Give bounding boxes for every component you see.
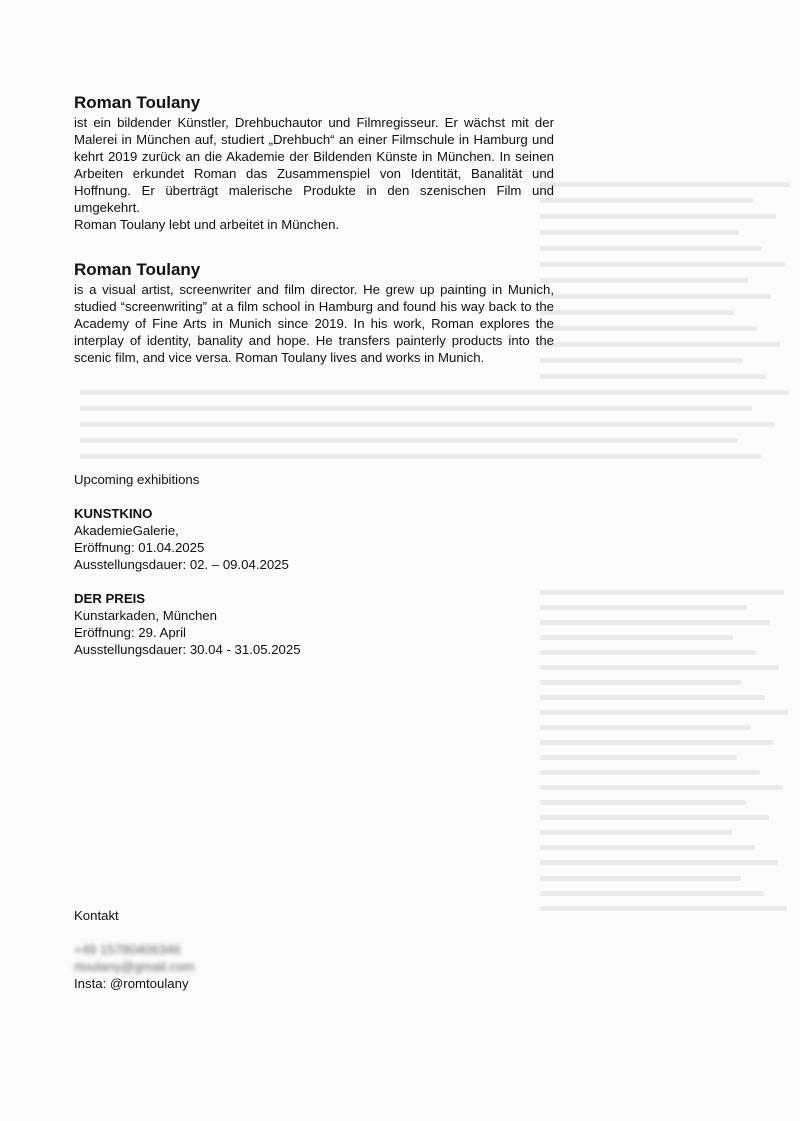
bleed-line <box>80 406 752 411</box>
bleed-line <box>540 755 737 760</box>
bleed-line <box>540 198 753 203</box>
contact-heading: Kontakt <box>74 908 119 923</box>
bleed-line <box>540 182 790 187</box>
bleed-line <box>540 680 742 685</box>
exhibition-item <box>74 590 494 658</box>
bio-text-de: ist ein bildender Künstler, Drehbuchautor und Filmregisseur. Er wächst mit der Malerei in München auf, studiert „Drehbuch“ an einer Filmschule in Hamburg und kehrt 2019 zurück an die Akademie der Bildenden Künste in München. In seinen Arbeiten erkundet Roman das Zusammenspiel von Identität, Banalität und Hoffnung. Er überträgt malerische Produkte in den szenischen Film und umgekehrt. <box>74 115 554 215</box>
exhibition-title: DER PREIS <box>74 591 146 606</box>
bio-english <box>74 260 554 366</box>
exhibition-item <box>74 505 494 573</box>
bleed-line <box>540 860 778 865</box>
bleed-line <box>80 422 775 427</box>
bleed-line <box>540 740 774 745</box>
bleed-line <box>540 695 765 700</box>
bleed-line <box>540 785 783 790</box>
bleed-line <box>540 310 734 315</box>
bio-closing-de: Roman Toulany lebt und arbeitet in München. <box>74 217 340 232</box>
bleed-line <box>80 438 738 443</box>
bleed-line <box>540 294 771 299</box>
bleed-line <box>540 590 784 595</box>
exhibition-venue: Kunstarkaden, München <box>74 608 217 623</box>
bleed-line <box>540 876 741 881</box>
bleed-line <box>540 620 770 625</box>
contact-phone: +49 15780406346 <box>74 942 181 957</box>
bleed-line <box>540 605 747 610</box>
exhibition-venue: AkademieGalerie, <box>74 523 179 538</box>
bleed-line <box>540 815 769 820</box>
bleed-line <box>540 262 785 267</box>
contact-section <box>74 907 494 992</box>
bleed-line <box>540 665 779 670</box>
bleed-line <box>540 246 762 251</box>
bio-text-en: is a visual artist, screenwriter and film director. He grew up painting in Munich, studied “screenwriting” at a film school in Hamburg and found his way back to the Academy of Fine Arts in Munich since 2019. In his work, Roman explores the interplay of identity, banality and hope. He transfers painterly products into the scenic film, and vice versa. Roman Toulany lives and works in Munich. <box>74 282 554 365</box>
exhibition-duration: Ausstellungsdauer: 02. – 09.04.2025 <box>74 557 289 572</box>
bleed-line <box>80 390 789 395</box>
bleed-line <box>80 454 761 459</box>
bleed-line <box>540 650 756 655</box>
exhibitions-heading: Upcoming exhibitions <box>74 472 200 487</box>
bleed-line <box>540 830 732 835</box>
bleed-line <box>540 800 746 805</box>
exhibition-opening: Eröffnung: 01.04.2025 <box>74 540 205 555</box>
bleed-line <box>540 906 787 911</box>
bio-german <box>74 93 554 233</box>
contact-instagram: Insta: @romtoulany <box>74 976 189 991</box>
exhibition-opening: Eröffnung: 29. April <box>74 625 186 640</box>
bleed-line <box>540 725 751 730</box>
bleed-line <box>540 326 757 331</box>
artist-name-de: Roman Toulany <box>74 93 201 112</box>
exhibition-title: KUNSTKINO <box>74 506 153 521</box>
bleed-line <box>540 635 733 640</box>
bleed-line <box>540 891 764 896</box>
exhibition-duration: Ausstellungsdauer: 30.04 - 31.05.2025 <box>74 642 301 657</box>
contact-email: rtoulany@gmail.com <box>74 959 195 974</box>
bleed-line <box>540 770 760 775</box>
bleed-line <box>540 342 780 347</box>
bleed-line <box>540 845 755 850</box>
bleed-line <box>540 710 788 715</box>
artist-name-en: Roman Toulany <box>74 260 201 279</box>
bleed-line <box>540 358 743 363</box>
bleed-line <box>540 278 748 283</box>
bleed-line <box>540 230 739 235</box>
upcoming-exhibitions <box>74 471 494 658</box>
bleed-line <box>540 214 776 219</box>
bleed-line <box>540 374 766 379</box>
